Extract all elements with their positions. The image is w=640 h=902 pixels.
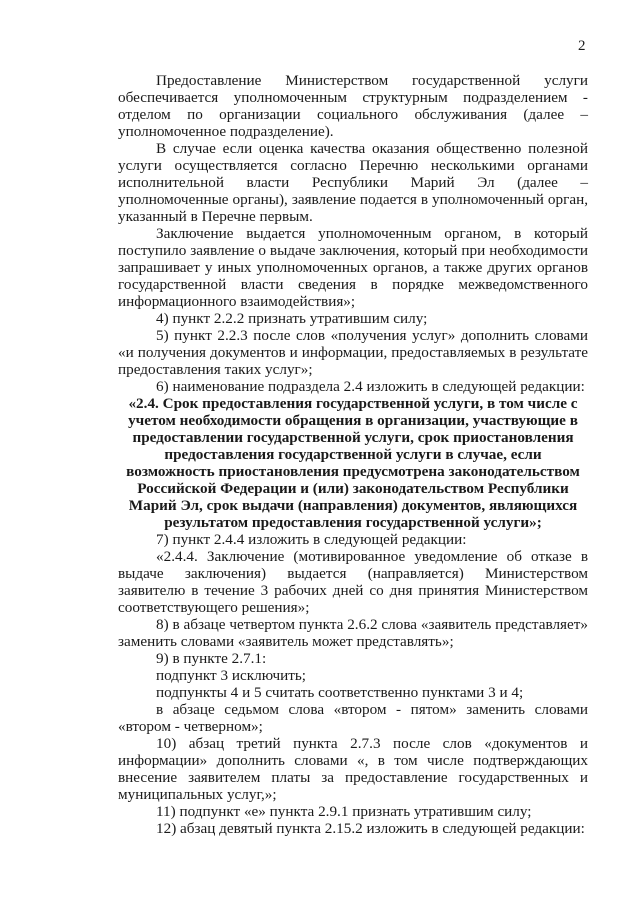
document-body [118,72,588,837]
paragraph-provision: Предоставление Министерством государственной услуги обеспечивается уполномоченным структурным подразделением - отделом по организации социального обслуживания (далее – уполномоченное подразделение). [118,72,588,140]
paragraph-item-10: 10) абзац третий пункта 2.7.3 после слов «документов и информации» дополнить словами «, в том числе подтверждающих внесение заявителем платы за предоставление государственных и муниципальных услуг,»; [118,735,588,803]
paragraph-item-6: 6) наименование подраздела 2.4 изложить в следующей редакции: [156,378,585,395]
paragraph-item-9: 9) в пункте 2.7.1: [156,650,267,667]
paragraph-2-4-4: «2.4.4. Заключение (мотивированное уведомление об отказе в выдаче заключения) выдается (направляется) Министерством заявителю в течение 3 рабочих дней со дня принятия Министерством соответствующего решения»; [118,548,588,616]
page-number: 2 [578,38,586,54]
paragraph-item-5: 5) пункт 2.2.3 после слов «получения услуг» дополнить словами «и получения документов и информации, предоставляемых в результате предоставления таких услуг»; [118,327,588,378]
paragraph-item-4: 4) пункт 2.2.2 признать утратившим силу; [156,310,428,327]
paragraph-item-7: 7) пункт 2.4.4 изложить в следующей редакции: [156,531,467,548]
paragraph-subitem-3: подпункт 3 исключить; [156,667,307,684]
paragraph-item-11: 11) подпункт «е» пункта 2.9.1 признать утратившим силу; [156,803,532,820]
paragraph-item-12: 12) абзац девятый пункта 2.15.2 изложить в следующей редакции: [156,820,585,837]
section-heading-2-4: «2.4. Срок предоставления государственной услуги, в том числе с учетом необходимости обращения в организации, участвующие в предоставлении государственной услуги, срок приостановления предоставления государственной услуги в случае, если возможность приостановления предусмотрена законодательством Российской Федерации и (или) законодательством Республики Марий Эл, срок выдачи (направления) документов, являющихся результатом предоставления государственной услуги»; [126,395,580,531]
paragraph-quality-assessment: В случае если оценка качества оказания общественно полезной услуги осуществляется согласно Перечню несколькими органами исполнительной власти Республики Марий Эл (далее – уполномоченные органы), заявление подается в уполномоченный орган, указанный в Перечне первым. [118,140,588,225]
paragraph-conclusion-issuance: Заключение выдается уполномоченным органом, в который поступило заявление о выдаче заключения, который при необходимости запрашивает у иных уполномоченных органов, а также других органов государственной власти сведения в порядке межведомственного информационного взаимодействия»; [118,225,588,310]
paragraph-item-8: 8) в абзаце четвертом пункта 2.6.2 слова «заявитель представляет» заменить словами «заявитель может представлять»; [118,616,588,650]
paragraph-seventh-abzac: в абзаце седьмом слова «втором - пятом» заменить словами «втором - четверном»; [118,701,588,735]
paragraph-subitems-4-5: подпункты 4 и 5 считать соответственно пунктами 3 и 4; [156,684,524,701]
